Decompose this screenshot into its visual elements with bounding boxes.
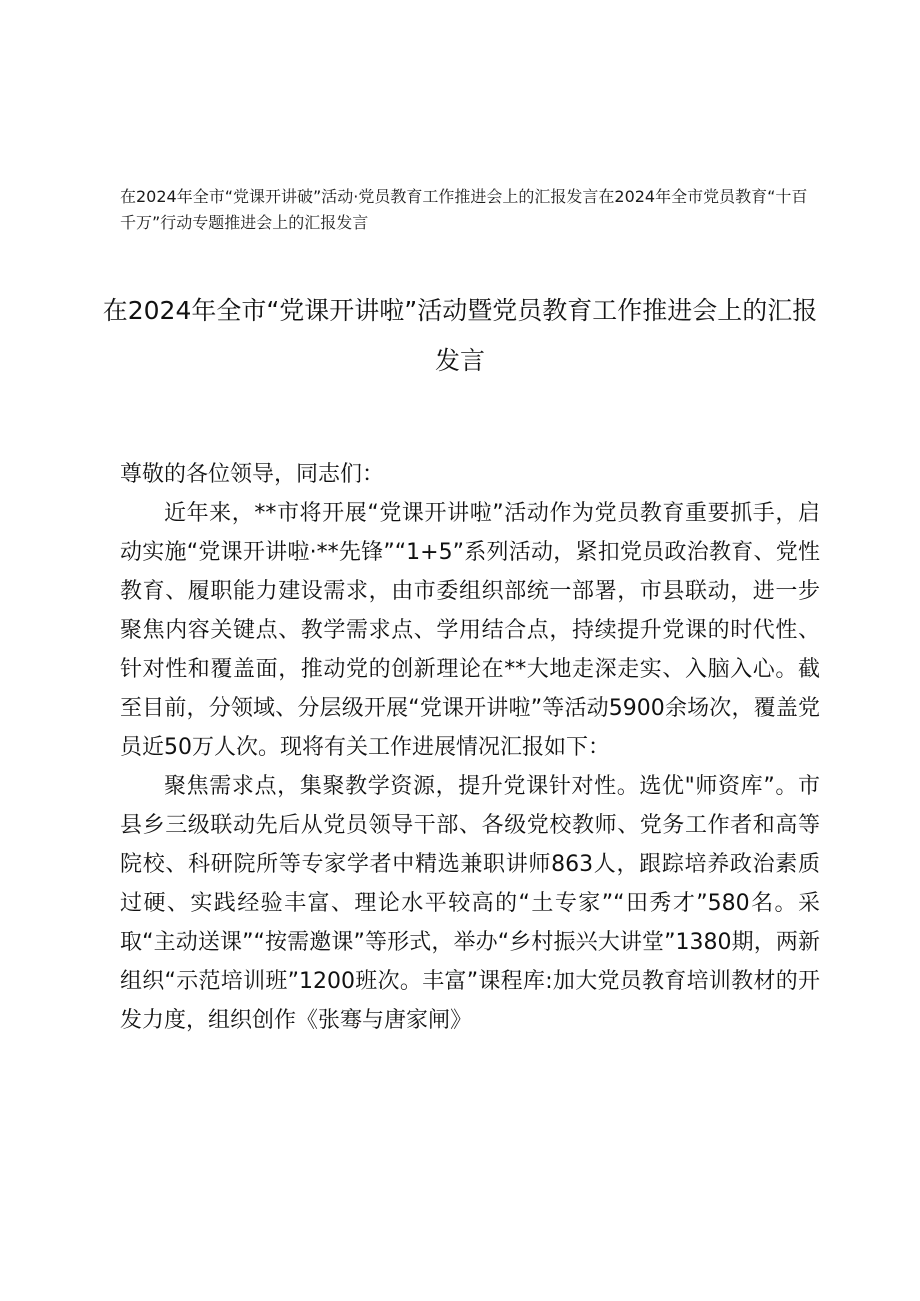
salutation: 尊敬的各位领导，同志们： (120, 462, 385, 487)
document-header-note: 在2024年全市“党课开讲破”活动·党员教育工作推进会上的汇报发言在2024年全市党员教育“十百千万”行动专题推进会上的汇报发言 (120, 187, 808, 232)
body-paragraph: 聚焦需求点，集聚教学资源，提升党课针对性。选优"师资库”。市县乡三级联动先后从党员领导干部、各级党校教师、党务工作者和高等院校、科研院所等专家学者中精选兼职讲师863人，跟踪培养政治素质过硬、实践经验丰富、理论水平较高的“土专家”“田秀才”580名。采取“主动送课”“按需邀课”等形式，举办“乡村振兴大讲堂”1380期，两新组织“示范培训班”1200班次。丰富”课程库:加大党员教育培训教材的开发力度，组织创作《张骞与唐家闸》 (120, 774, 820, 1033)
document-title: 在2024年全市“党课开讲啦”活动暨党员教育工作推进会上的汇报发言 (102, 296, 818, 375)
body-paragraph: 近年来，**市将开展“党课开讲啦”活动作为党员教育重要抓手，启动实施“党课开讲啦·**先锋”“1+5”系列活动，紧扣党员政治教育、党性教育、履职能力建设需求，由市委组织部统一部署，市县联动，进一步聚焦内容关键点、教学需求点、学用结合点，持续提升党课的时代性、针对性和覆盖面，推动党的创新理论在**大地走深走实、入脑入心。截至目前，分领域、分层级开展“党课开讲啦”等活动5900余场次，覆盖党员近50万人次。现将有关工作进展情况汇报如下： (120, 501, 820, 760)
document-body (120, 455, 820, 1040)
